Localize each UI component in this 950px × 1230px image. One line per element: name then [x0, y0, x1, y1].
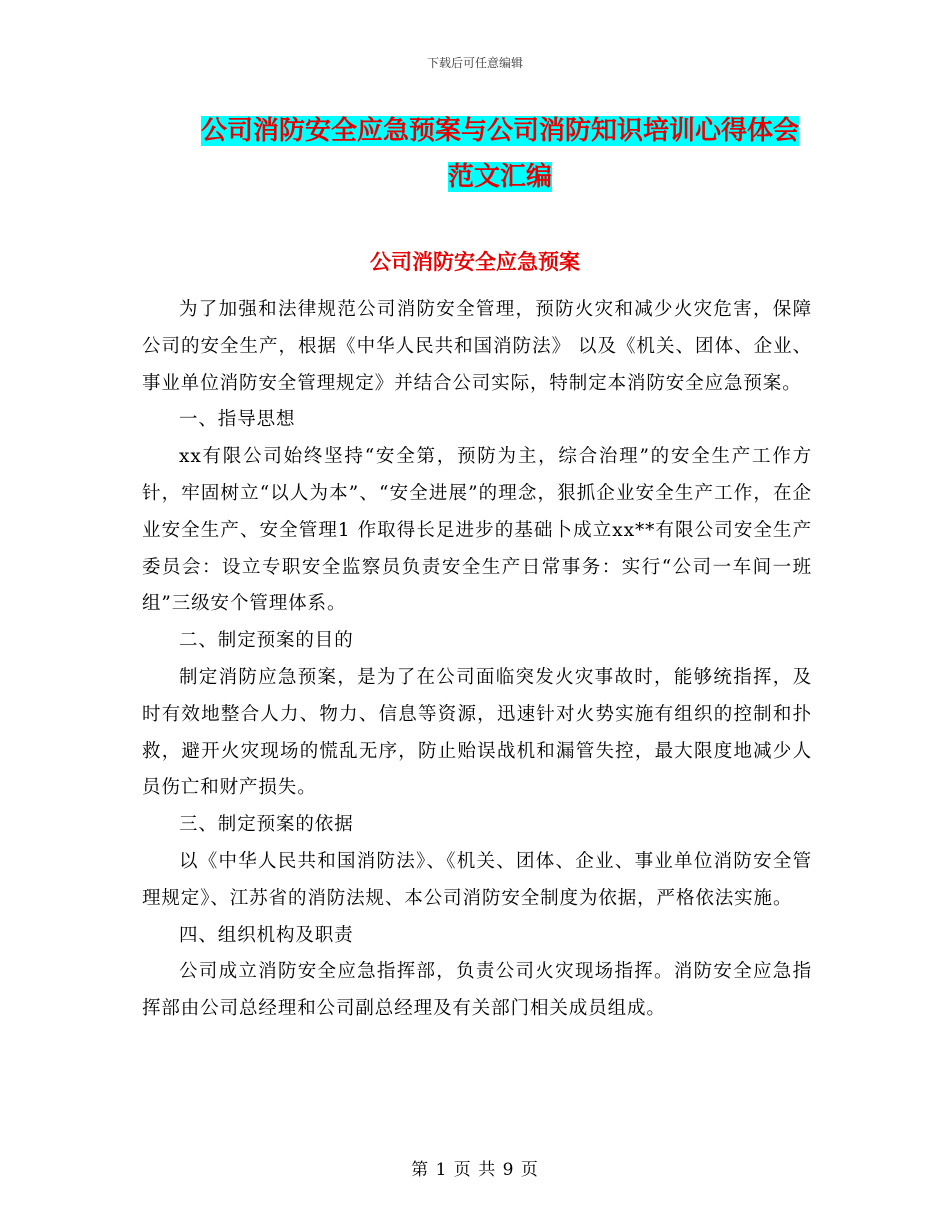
heading-guiding-ideology: 一、指导思想 — [179, 409, 296, 431]
heading-plan-basis: 三、制定预案的依据 — [179, 814, 354, 836]
heading-plan-purpose: 二、制定预案的目的 — [179, 630, 354, 652]
organization-paragraph: 公司成立消防安全应急指挥部，负责公司火灾现场指挥。消防安全应急指挥部由公司总经理和公司副总经理及有关部门相关成员组成。 — [142, 961, 812, 1020]
document-title-line-1: 公司消防安全应急预案与公司消防知识培训心得体会 — [200, 116, 799, 146]
section-title: 公司消防安全应急预案 — [370, 250, 580, 274]
document-title-line-2: 范文汇编 — [447, 162, 552, 192]
page-number-footer: 第 1 页 共 9 页 — [411, 1160, 539, 1180]
document-title — [190, 108, 810, 200]
heading-organization: 四、组织机构及职责 — [179, 924, 354, 946]
plan-purpose-paragraph: 制定消防应急预案，是为了在公司面临突发火灾事故时，能够统指挥，及时有效地整合人力、物力、信息等资源，迅速针对火势实施有组织的控制和扑救，避开火灾现场的慌乱无序，防止贻误战机和漏管失控，最大限度地减少人员伤亡和财产损失。 — [142, 666, 812, 799]
header-note: 下载后可任意编辑 — [426, 56, 523, 70]
intro-paragraph: 为了加强和法律规范公司消防安全管理，预防火灾和减少火灾危害，保障公司的安全生产，根据《中华人民共和国消防法》 以及《机关、团体、企业、事业单位消防安全管理规定》并结合公司实际，特制定本消防安全应急预案。 — [142, 299, 812, 394]
plan-basis-paragraph: 以《中华人民共和国消防法》、《机关、团体、企业、事业单位消防安全管理规定》、江苏省的消防法规、本公司消防安全制度为依据，严格依法实施。 — [142, 850, 812, 909]
guiding-ideology-paragraph: xx有限公司始终坚持“安全第，预防为主，综合治理”的安全生产工作方针，牢固树立“以人为本”、“安全进展”的理念，狠抓企业安全生产工作，在企业安全生产、安全管理1 作取得长足进步的基础卜成立xx**有限公司安全生产委员会：设立专职安全监察员负责安全生产日常事务：实行“公司一车间一班组”三级安个管理体系。 — [142, 446, 812, 615]
document-body — [142, 292, 812, 1028]
